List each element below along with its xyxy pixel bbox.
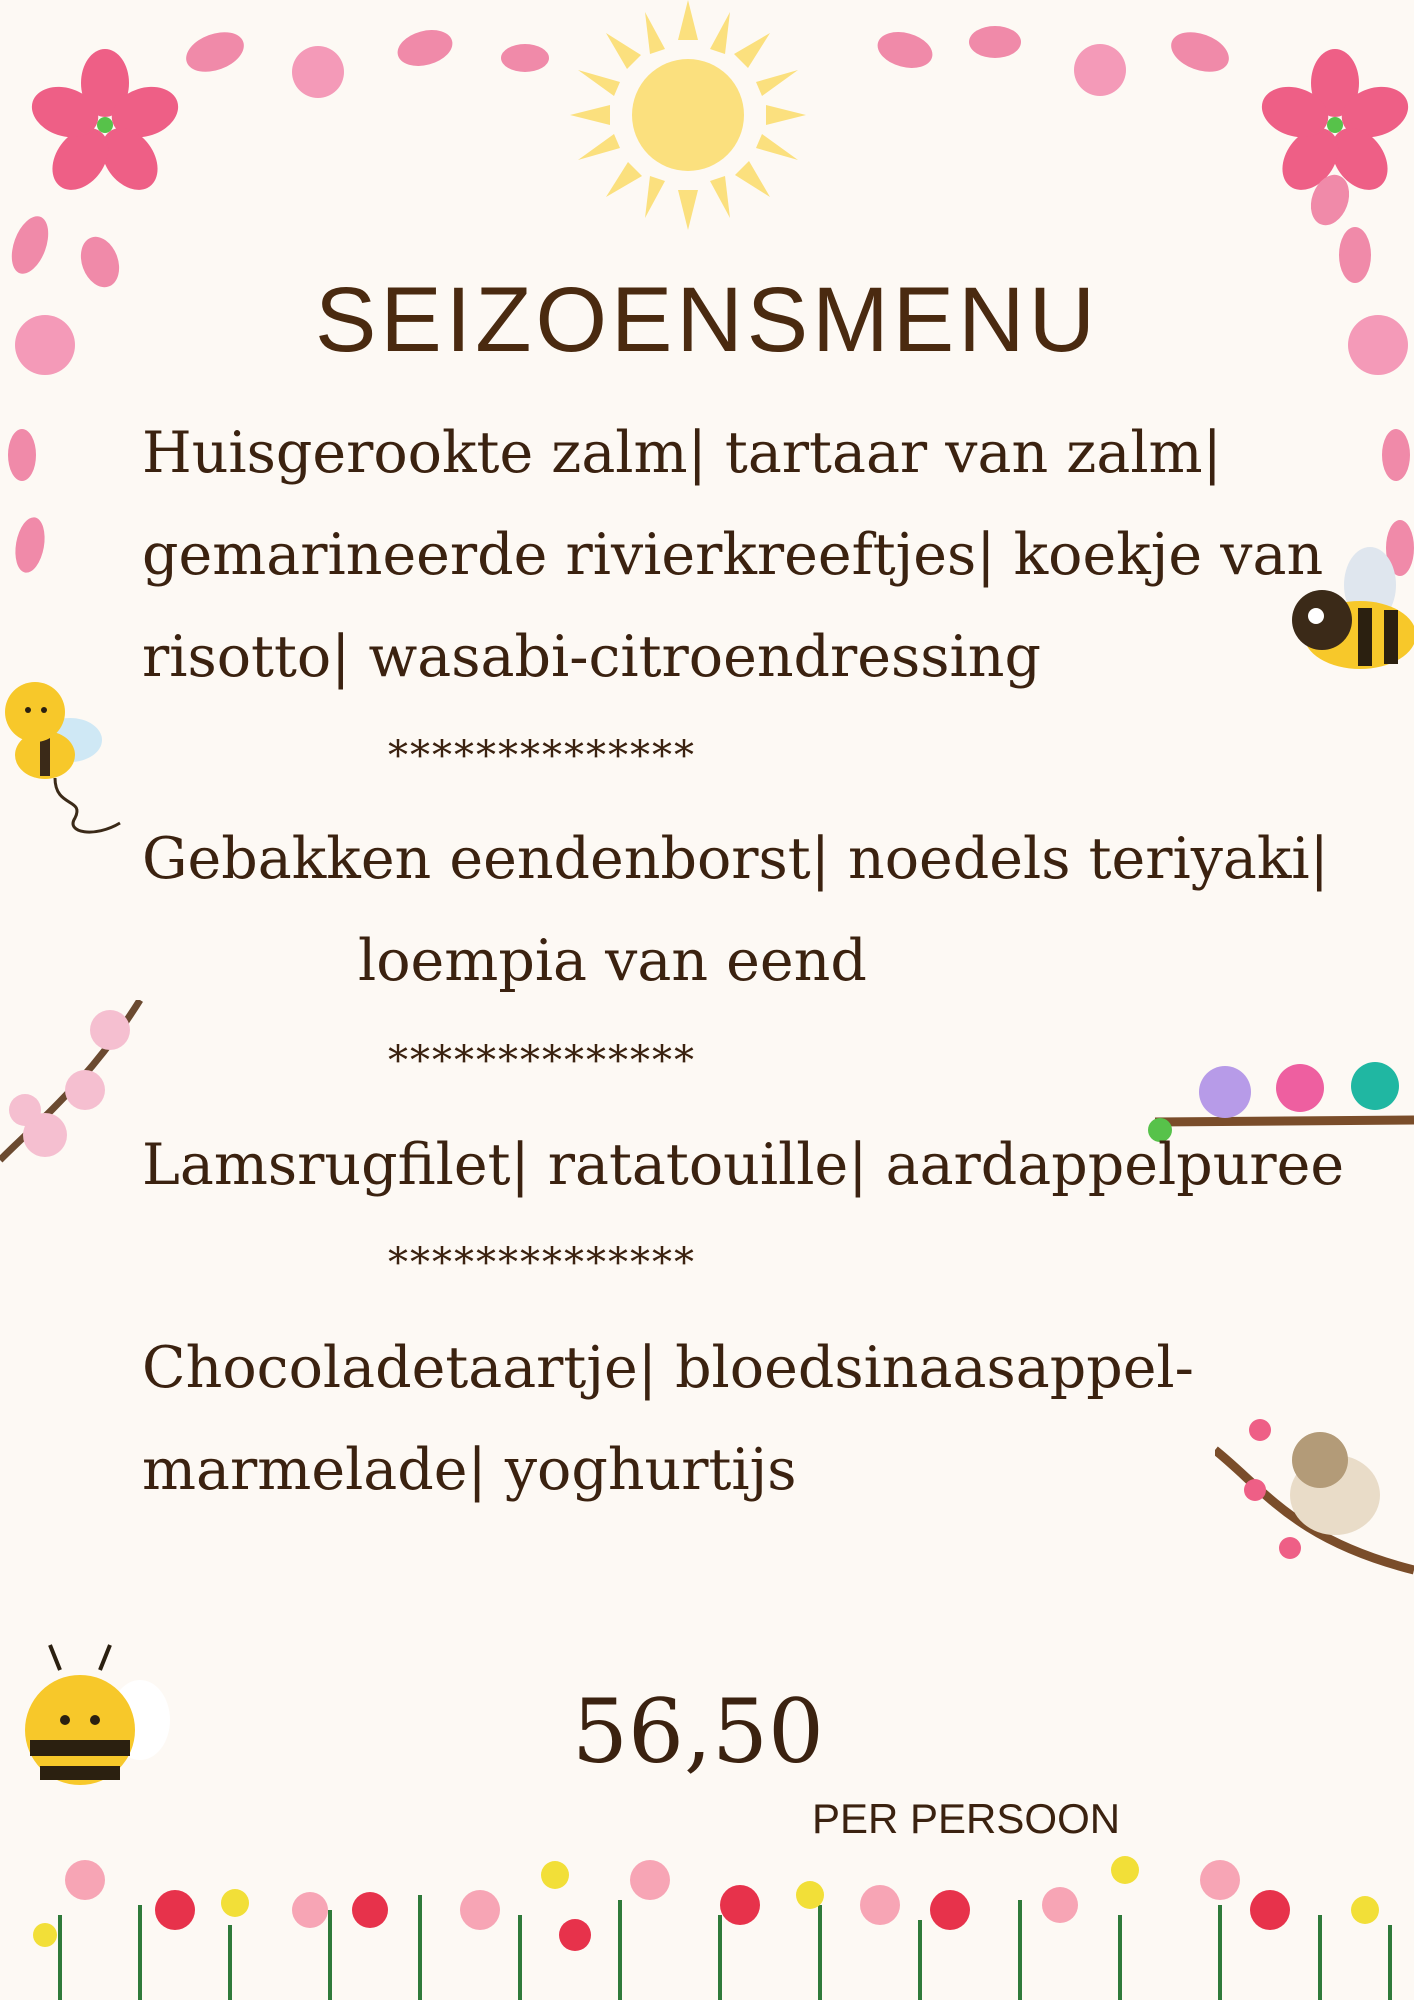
price: 56,50	[572, 1680, 824, 1783]
course-separator: **************	[388, 1240, 696, 1286]
course-line: Huisgerookte zalm| tartaar van zalm|	[142, 420, 1222, 486]
course-line: Chocoladetaartje| bloedsinaasappel-	[142, 1335, 1194, 1401]
bee-icon	[0, 660, 130, 850]
page-title: SEIZOENSMENU	[314, 269, 1100, 371]
price-unit: PER PERSOON	[812, 1795, 1121, 1842]
course-line: marmelade| yoghurtijs	[142, 1437, 797, 1503]
course-line: risotto| wasabi-citroendressing	[142, 624, 1041, 690]
course-line: loempia van eend	[358, 928, 867, 994]
bee-icon	[20, 1640, 170, 1800]
course-separator: **************	[388, 733, 696, 779]
course-line: Lamsrugfilet| ratatouille| aardappelpuree	[142, 1132, 1345, 1198]
flower-border	[0, 1855, 1414, 2000]
course-line: Gebakken eendenborst| noedels teriyaki|	[142, 826, 1329, 892]
bird-icon	[1215, 1410, 1414, 1585]
course-separator: **************	[388, 1038, 696, 1084]
course-line: gemarineerde rivierkreeftjes| koekje van	[142, 522, 1324, 588]
blossom-branch-icon	[0, 1000, 150, 1170]
